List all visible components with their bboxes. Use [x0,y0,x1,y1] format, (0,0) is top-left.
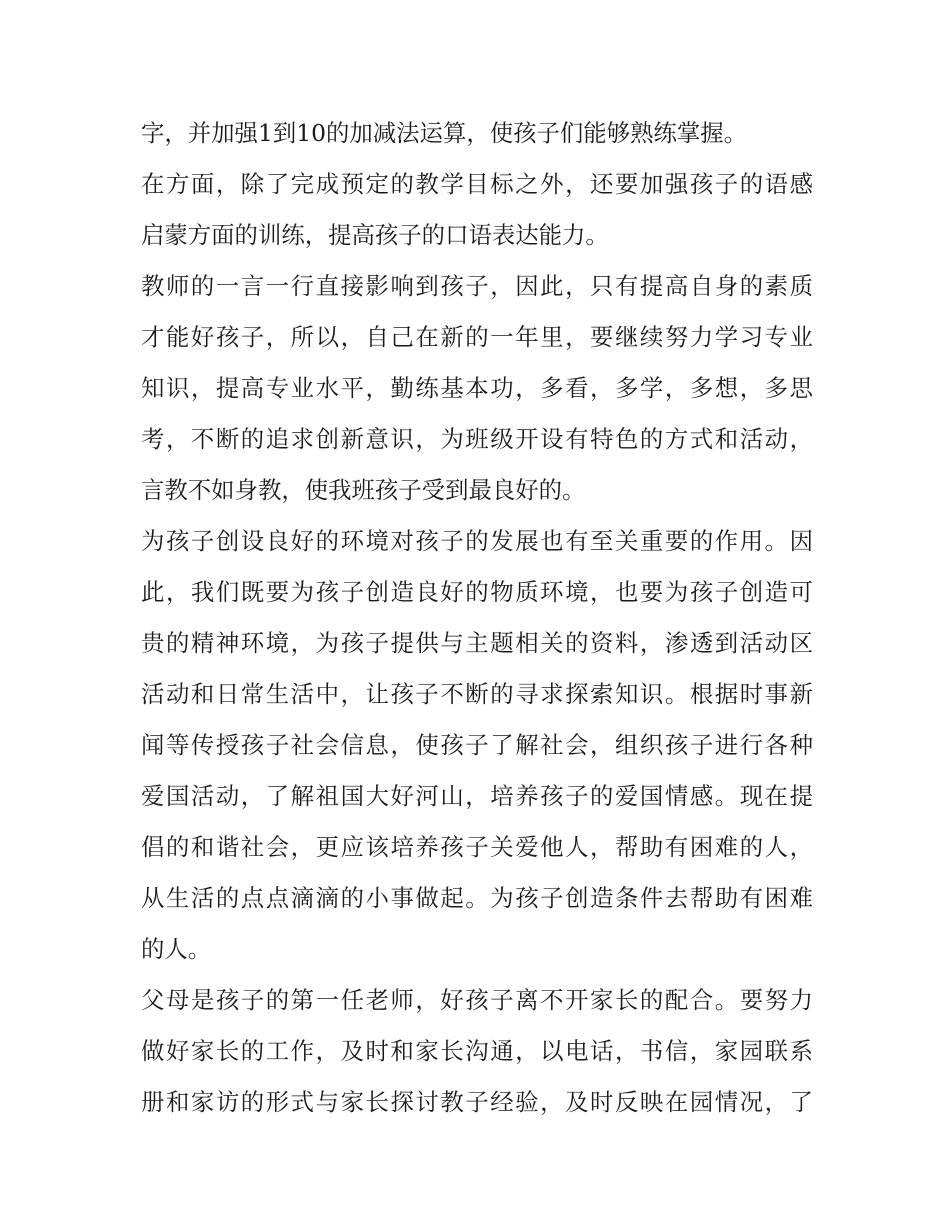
text-line: 的人。 [141,935,212,963]
text-line: 教师的一言一行直接影响到孩子，因此，只有提高自身的素质 [141,272,813,300]
text-line: 启蒙方面的训练，提高孩子的口语表达能力。 [141,221,609,249]
text-line: 从生活的点点滴滴的小事做起。为孩子创造条件去帮助有困难 [141,884,813,912]
text-line: 知识，提高专业水平，勤练基本功，多看，多学，多想，多思 [141,374,813,402]
text-line: 才能好孩子，所以，自己在新的一年里，要继续努力学习专业 [141,323,813,351]
text-line: 父母是孩子的第一任老师，好孩子离不开家长的配合。要努力 [141,986,813,1014]
text-line: 在方面，除了完成预定的教学目标之外，还要加强孩子的语感 [141,170,813,198]
document-body [141,108,813,1128]
text-line: 言教不如身教，使我班孩子受到最良好的。 [141,476,586,504]
text-line: 爱国活动，了解祖国大好河山，培养孩子的爱国情感。现在提 [141,782,813,810]
text-line: 倡的和谐社会，更应该培养孩子关爱他人，帮助有困难的人， [141,833,813,861]
text-line: 活动和日常生活中，让孩子不断的寻求探索知识。根据时事新 [141,680,813,708]
text-line: 考，不断的追求创新意识，为班级开设有特色的方式和活动， [141,425,813,453]
text-line: 贵的精神环境，为孩子提供与主题相关的资料，渗透到活动区 [141,629,813,657]
text-line: 为孩子创设良好的环境对孩子的发展也有至关重要的作用。因 [141,527,813,555]
text-line: 此，我们既要为孩子创造良好的物质环境，也要为孩子创造可 [141,578,813,606]
text-line: 做好家长的工作，及时和家长沟通，以电话，书信，家园联系 [141,1037,813,1065]
text-line: 册和家访的形式与家长探讨教子经验，及时反映在园情况，了 [141,1088,813,1116]
text-line: 字，并加强1到10的加减法运算，使孩子们能够熟练掌握。 [141,119,748,147]
text-line: 闻等传授孩子社会信息，使孩子了解社会，组织孩子进行各种 [141,731,813,759]
